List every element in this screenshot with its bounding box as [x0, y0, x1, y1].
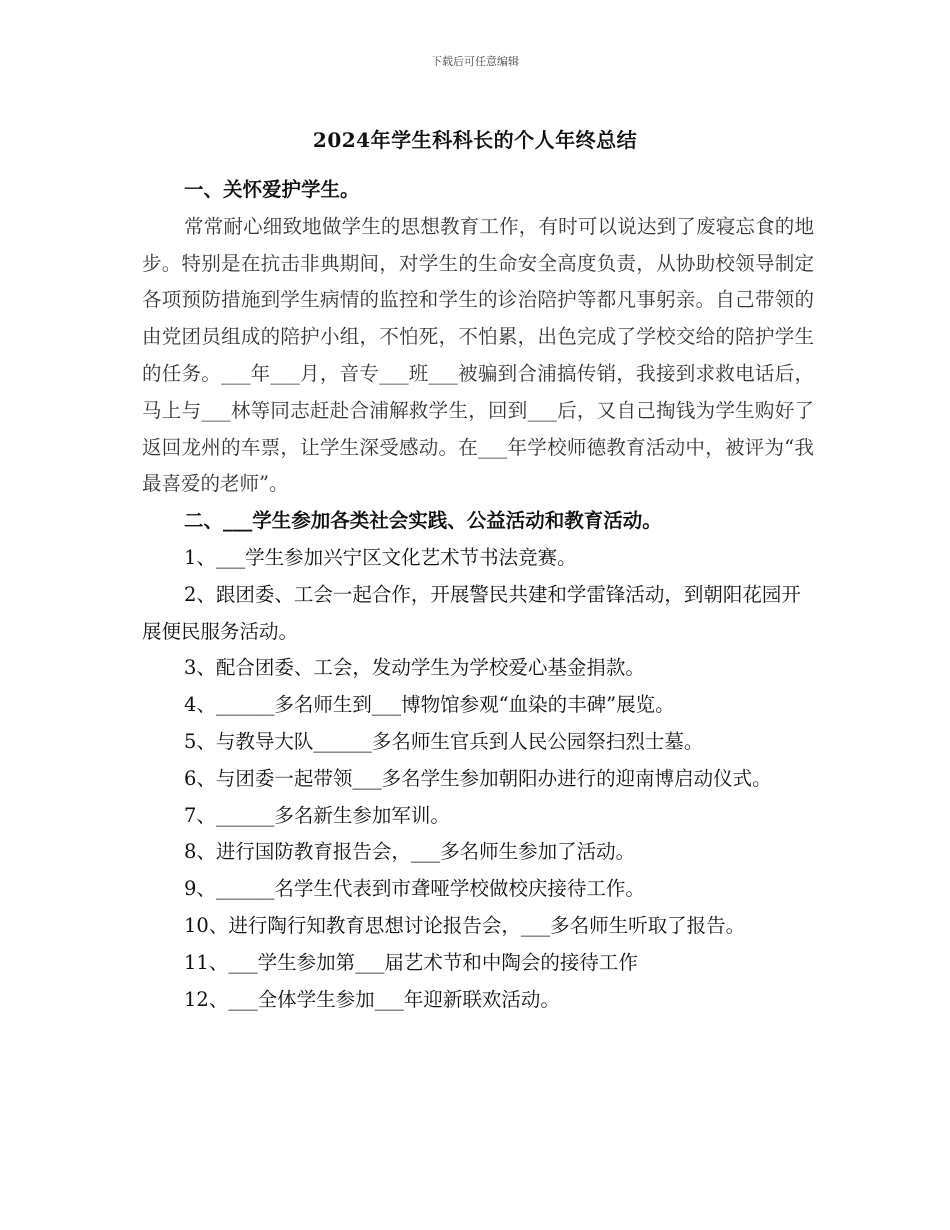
list-item: 8、进行国防教育报告会，___多名师生参加了活动。 — [184, 840, 636, 864]
list-item: 4、______多名师生到___博物馆参观“血染的丰碑”展览。 — [184, 693, 675, 717]
list-item: 5、与教导大队______多名师生官兵到人民公园祭扫烈士墓。 — [184, 729, 704, 753]
page-header: 下载后可任意编辑 — [431, 55, 519, 68]
document-body — [142, 172, 814, 1018]
section-heading-1: 一、关怀爱护学生。 — [184, 178, 360, 201]
list-item: 2、跟团委、工会一起合作，开展警民共建和学雷锋活动，到朝阳花园开展便民服务活动。 — [142, 582, 801, 643]
list-item: 12、___全体学生参加___年迎新联欢活动。 — [184, 987, 560, 1011]
document-title: 2024年学生科科长的个人年终总结 — [312, 128, 638, 152]
list-item: 11、___学生参加第___届艺术节和中陶会的接待工作 — [184, 950, 638, 974]
section-1-paragraph: 常常耐心细致地做学生的思想教育工作，有时可以说达到了废寝忘食的地步。特别是在抗击非典期间，对学生的生命安全高度负责，从协助校领导制定各项预防措施到学生病情的监控和学生的诊治陪护等都凡事躬亲。自己带领的由党团员组成的陪护小组，不怕死，不怕累，出色完成了学校交给的陪护学生的任务。___年___月，音专___班___被骗到合浦搞传销，我接到求救电话后，马上与___林等同志赶赴合浦解救学生，回到___后，又自己掏钱为学生购好了返回龙州的车票，让学生深受感动。在___年学校师德教育活动中，被评为“我最喜爱的老师”。 — [142, 214, 814, 496]
list-item: 9、______名学生代表到市聋哑学校做校庆接待工作。 — [184, 877, 645, 901]
list-item: 3、配合团委、工会，发动学生为学校爱心基金捐款。 — [184, 656, 645, 680]
list-item: 1、___学生参加兴宁区文化艺术节书法竞赛。 — [184, 545, 577, 569]
list-item: 10、进行陶行知教育思想讨论报告会，___多名师生听取了报告。 — [184, 913, 746, 937]
section-heading-2: 二、___学生参加各类社会实践、公益活动和教育活动。 — [184, 509, 662, 533]
list-item: 7、______多名新生参加军训。 — [184, 803, 450, 827]
list-item: 6、与团委一起带领___多名学生参加朝阳办进行的迎南博启动仪式。 — [184, 766, 772, 790]
